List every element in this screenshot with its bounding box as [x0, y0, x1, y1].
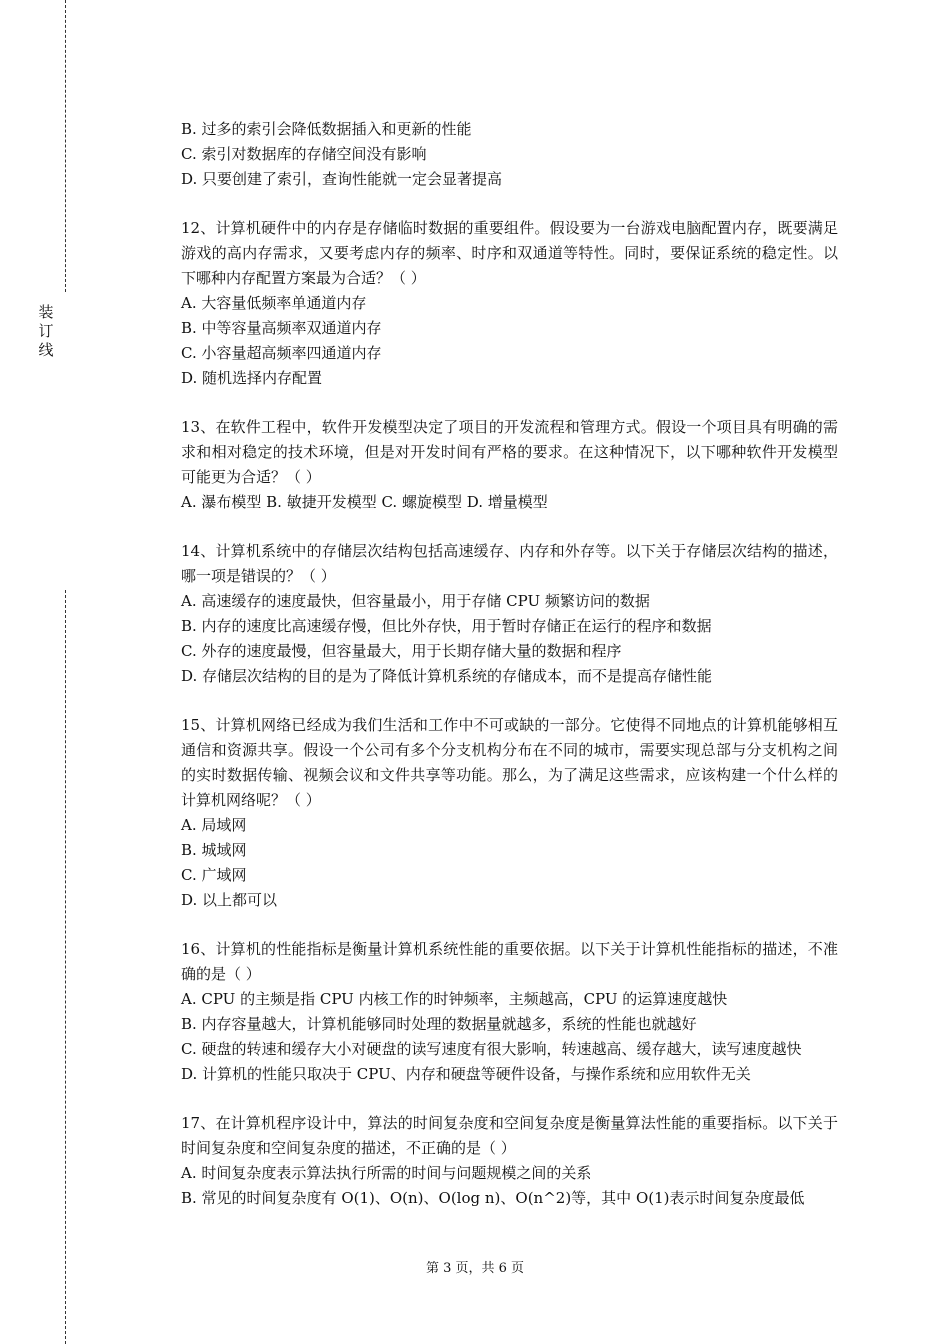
page-content: [181, 117, 838, 1211]
question-12: [181, 216, 838, 391]
option: C. 索引对数据库的存储空间没有影响: [181, 145, 427, 163]
question-16: [181, 937, 838, 1087]
option: B. 城域网: [181, 841, 247, 859]
binding-dashed-line-top: [65, 0, 66, 292]
question-stem: 12、计算机硬件中的内存是存储临时数据的重要组件。假设要为一台游戏电脑配置内存，既要满足游戏的高内存需求，又要考虑内存的频率、时序和双通道等特性。同时，要保证系统的稳定性。以下哪种内存配置方案最为合适？（ ）: [181, 219, 838, 287]
option: C. 广域网: [181, 866, 247, 884]
question-stem: 15、计算机网络已经成为我们生活和工作中不可或缺的一部分。它使得不同地点的计算机能够相互通信和资源共享。假设一个公司有多个分支机构分布在不同的城市，需要实现总部与分支机构之间的实时数据传输、视频会议和文件共享等功能。那么，为了满足这些需求，应该构建一个什么样的计算机网络呢？（ ）: [181, 716, 838, 809]
binding-label: [38, 303, 54, 360]
question-15: [181, 713, 838, 913]
binding-label-char: 订: [38, 322, 54, 340]
question-stem: 16、计算机的性能指标是衡量计算机系统性能的重要依据。以下关于计算机性能指标的描述，不准确的是（ ）: [181, 940, 838, 983]
page-footer: 第 3 页，共 6 页: [425, 1261, 525, 1276]
question-13: [181, 415, 838, 515]
option: C. 小容量超高频率四通道内存: [181, 344, 382, 362]
option: B. 中等容量高频率双通道内存: [181, 319, 382, 337]
option: B. 常见的时间复杂度有 O(1)、O(n)、O(log n)、O(n^2)等，其中 O(1)表示时间复杂度最低: [181, 1189, 805, 1207]
option: B. 过多的索引会降低数据插入和更新的性能: [181, 120, 472, 138]
option: A. 高速缓存的速度最快，但容量最小，用于存储 CPU 频繁访问的数据: [181, 592, 650, 610]
question-stem: 17、在计算机程序设计中，算法的时间复杂度和空间复杂度是衡量算法性能的重要指标。以下关于时间复杂度和空间复杂度的描述，不正确的是（ ）: [181, 1114, 838, 1157]
prev-question-options: [181, 117, 838, 192]
option: B. 内存容量越大，计算机能够同时处理的数据量就越多，系统的性能也就越好: [181, 1015, 697, 1033]
option: C. 硬盘的转速和缓存大小对硬盘的读写速度有很大影响，转速越高、缓存越大，读写速度越快: [181, 1040, 802, 1058]
binding-dashed-line-bottom: [65, 590, 66, 1344]
question-stem: 13、在软件工程中，软件开发模型决定了项目的开发流程和管理方式。假设一个项目具有明确的需求和相对稳定的技术环境，但是对开发时间有严格的要求。在这种情况下，以下哪种软件开发模型可能更为合适？（ ）: [181, 418, 838, 486]
option: D. 只要创建了索引，查询性能就一定会显著提高: [181, 170, 503, 188]
option: D. 随机选择内存配置: [181, 369, 323, 387]
question-17: [181, 1111, 838, 1211]
question-14: [181, 539, 838, 689]
option: A. CPU 的主频是指 CPU 内核工作的时钟频率，主频越高，CPU 的运算速度越快: [181, 990, 728, 1008]
option: C. 外存的速度最慢，但容量最大，用于长期存储大量的数据和程序: [181, 642, 622, 660]
question-stem: 14、计算机系统中的存储层次结构包括高速缓存、内存和外存等。以下关于存储层次结构的描述，哪一项是错误的？（ ）: [181, 542, 838, 585]
option: A. 大容量低频率单通道内存: [181, 294, 367, 312]
option: D. 以上都可以: [181, 891, 278, 909]
binding-label-char: 线: [38, 341, 54, 359]
binding-label-char: 装: [38, 303, 54, 321]
option: A. 时间复杂度表示算法执行所需的时间与问题规模之间的关系: [181, 1164, 592, 1182]
option: D. 计算机的性能只取决于 CPU、内存和硬盘等硬件设备，与操作系统和应用软件无关: [181, 1065, 751, 1083]
option: A. 局域网: [181, 816, 247, 834]
option: D. 存储层次结构的目的是为了降低计算机系统的存储成本，而不是提高存储性能: [181, 667, 713, 685]
option: A. 瀑布模型 B. 敏捷开发模型 C. 螺旋模型 D. 增量模型: [181, 493, 548, 511]
option: B. 内存的速度比高速缓存慢，但比外存快，用于暂时存储正在运行的程序和数据: [181, 617, 712, 635]
